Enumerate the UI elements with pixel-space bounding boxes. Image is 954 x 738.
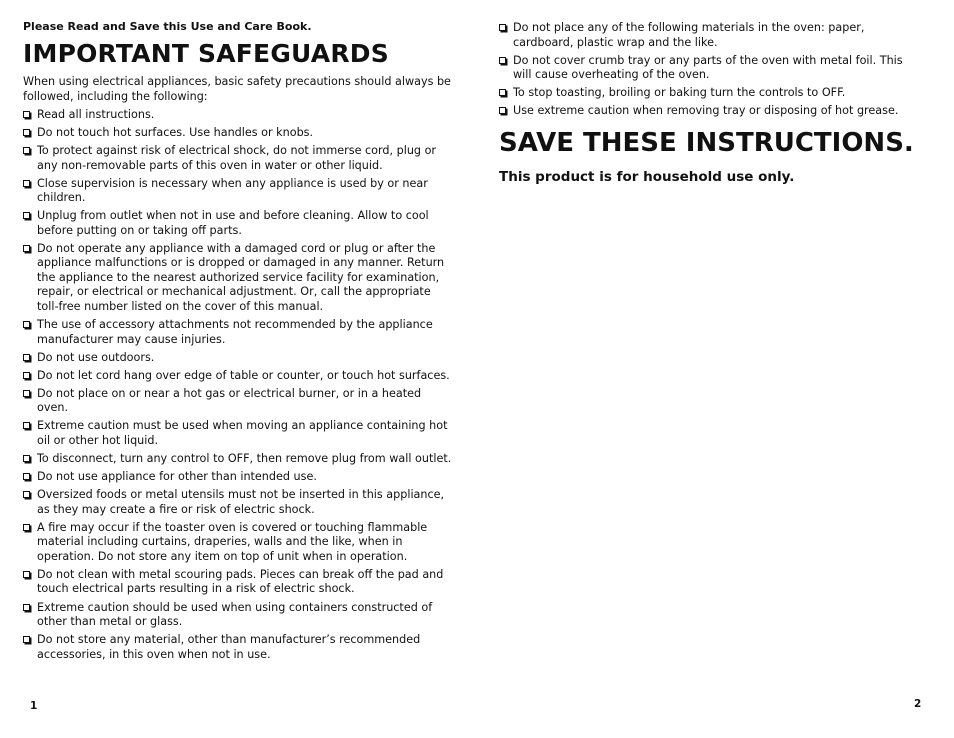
safeguards-list [23,108,455,666]
checkbox-bullet-icon [499,24,506,31]
list-item-text: Oversized foods or metal utensils must not be inserted in this appliance, as they may create a fire or risk of electric shock. [37,488,445,516]
list-item [23,452,455,467]
checkbox-bullet-icon [23,636,30,643]
list-item-text: To stop toasting, broiling or baking turn the controls to OFF. [513,86,846,100]
list-item [23,419,455,448]
left-page [23,0,455,738]
list-item-text: Do not store any material, other than manufacturer’s recommended accessories, in this oven when not in use. [37,633,421,661]
list-item-text: Do not cover crumb tray or any parts of the oven with metal foil. This will cause overheating of the oven. [513,53,903,82]
list-item-text: Read all instructions. [37,108,155,121]
checkbox-bullet-icon [23,354,30,361]
checkbox-bullet-icon [23,571,30,578]
list-item [23,568,455,597]
list-item-text: Do not place on or near a hot gas or electrical burner, or in a heated oven. [37,386,422,415]
list-item [23,351,455,366]
list-item [499,104,919,119]
checkbox-bullet-icon [499,89,506,96]
list-item-text: Do not use appliance for other than intended use. [37,470,317,484]
checkbox-bullet-icon [23,455,30,462]
list-item [23,209,455,238]
checkbox-bullet-icon [23,129,30,136]
checkbox-bullet-icon [23,180,30,187]
right-page [499,0,922,738]
checkbox-bullet-icon [23,390,30,397]
list-item [23,633,455,662]
checkbox-bullet-icon [23,372,30,379]
checkbox-bullet-icon [23,245,30,252]
list-item-text: Unplug from outlet when not in use and before cleaning. Allow to cool before putting on or taking off parts. [37,209,429,237]
list-item [23,369,455,384]
intro-paragraph: When using electrical appliances, basic safety precautions should always be followed, including the following: [23,75,451,103]
list-item-text: Do not clean with metal scouring pads. Pieces can break off the pad and touch electrical parts resulting in a risk of electric shock. [37,567,444,596]
checkbox-bullet-icon [23,111,30,118]
checkbox-bullet-icon [23,524,30,531]
list-item [23,470,455,485]
page-number-left: 1 [30,700,38,712]
page-title-safeguards: IMPORTANT SAFEGUARDS [23,39,389,68]
list-item-text: Do not let cord hang over edge of table or counter, or touch hot surfaces. [37,368,450,382]
list-item [499,86,919,101]
checkbox-bullet-icon [499,107,506,114]
list-item-text: Do not use outdoors. [37,350,155,364]
list-item [499,21,919,50]
checkbox-bullet-icon [23,147,30,154]
list-item-text: A fire may occur if the toaster oven is covered or touching flammable material including curtains, draperies, walls and the like, when in operation. Do not store any item on top of unit when in operation. [37,520,428,563]
safeguards-list-continued [499,21,919,122]
list-item [23,144,455,173]
household-use-note: This product is for household use only. [499,169,795,185]
list-item [23,126,455,141]
list-item [23,108,455,123]
list-item [23,521,455,565]
checkbox-bullet-icon [23,321,30,328]
list-item-text: To disconnect, turn any control to OFF, then remove plug from wall outlet. [37,452,452,466]
save-instructions-heading: SAVE THESE INSTRUCTIONS. [499,128,914,158]
list-item-text: To protect against risk of electrical shock, do not immerse cord, plug or any non-removable parts of this oven in water or other liquid. [37,144,437,172]
list-item-text: Use extreme caution when removing tray or disposing of hot grease. [513,104,899,118]
list-item-text: The use of accessory attachments not recommended by the appliance manufacturer may cause injuries. [37,318,433,346]
checkbox-bullet-icon [23,422,30,429]
list-item [23,387,455,416]
list-item-text: Do not operate any appliance with a damaged cord or plug or after the appliance malfunctions or is dropped or damaged in any manner. Return the appliance to the nearest authorized service facility for examination, repair, or electrical or mechanical adjustment. Or, call the appropriate toll-free number listed on the cover of this manual. [37,241,445,313]
list-item-text: Extreme caution should be used when using containers constructed of other than metal or glass. [37,600,433,628]
list-item [23,242,455,315]
list-item [499,54,919,83]
checkbox-bullet-icon [23,604,30,611]
list-item-text: Close supervision is necessary when any appliance is used by or near children. [37,176,428,205]
checkbox-bullet-icon [23,212,30,219]
list-item-text: Do not place any of the following materials in the oven: paper, cardboard, plastic wrap and the like. [513,21,865,49]
list-item [23,488,455,517]
list-item-text: Extreme caution must be used when moving an appliance containing hot oil or other hot liquid. [37,419,448,447]
list-item [23,601,455,630]
list-item [23,318,455,347]
checkbox-bullet-icon [23,473,30,480]
checkbox-bullet-icon [23,491,30,498]
list-item-text: Do not touch hot surfaces. Use handles or knobs. [37,126,314,140]
kicker-text: Please Read and Save this Use and Care Book. [23,20,312,33]
page-number-right: 2 [914,698,922,710]
list-item [23,177,455,206]
checkbox-bullet-icon [499,57,506,64]
